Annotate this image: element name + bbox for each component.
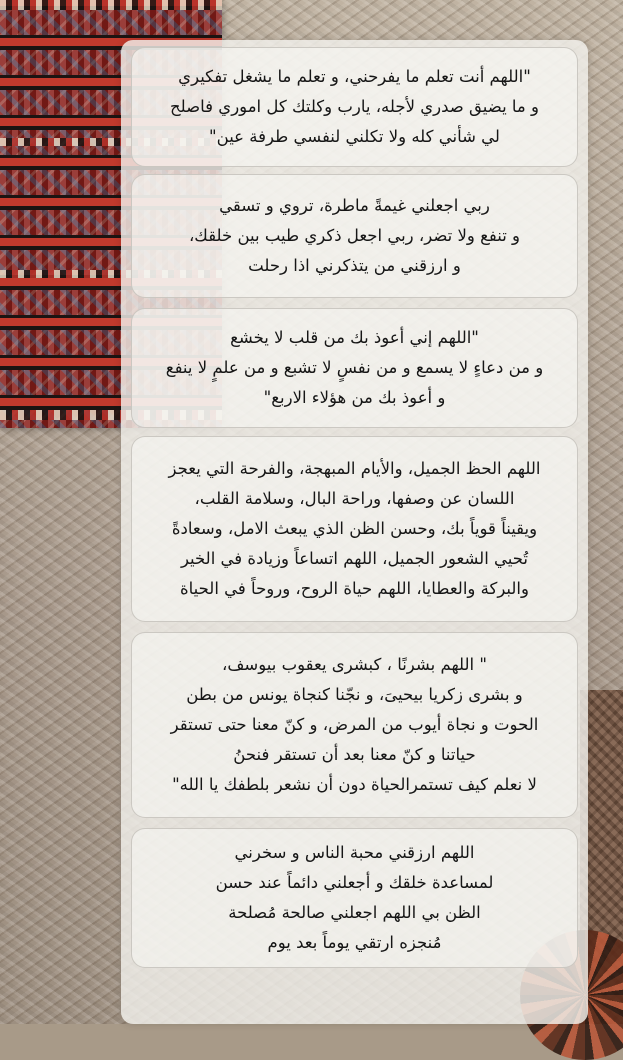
dua-text <box>166 323 543 413</box>
dua-line: " اللهم بشرنًا ، كبشرى يعقوب بيوسف، <box>222 655 487 674</box>
dua-line: مُنجزه ارتقي يوماً بعد يوم <box>267 933 442 952</box>
dua-line: اللهم الحظ الجميل، والأيام المبهجة، والفرحة التي يعجز <box>168 459 541 478</box>
dua-line: "اللهم أنت تعلم ما يفرحني، و تعلم ما يشغل تفكيري <box>178 67 531 86</box>
dua-line: ويقيناً قوياً بك، وحسن الظن الذي يبعث الامل، وسعادةً <box>171 519 538 538</box>
dua-line: ربي اجعلني غيمةً ماطرة، تروي و تسقي <box>219 196 490 215</box>
dua-line: لمساعدة خلقك و أجعلني دائماً عند حسن <box>215 873 494 892</box>
dua-text <box>170 62 539 152</box>
dua-line: و تنفع ولا تضر، ربي اجعل ذكري طيب بين خلقك، <box>188 226 521 245</box>
dua-card <box>131 47 578 167</box>
dua-card <box>131 174 578 298</box>
textile-band <box>0 0 222 10</box>
dua-card <box>131 436 578 622</box>
dua-line: حياتنا و كنّ معنا بعد أن تستقر فنحنُ <box>233 745 476 764</box>
dua-text <box>216 838 494 958</box>
dua-line: اللسان عن وصفها، وراحة البال، وسلامة القلب، <box>194 489 515 508</box>
dua-line: و ما يضيق صدري لأجله، يارب وكلتك كل اموري فاصلح <box>170 97 539 116</box>
dua-text <box>171 650 539 800</box>
dua-line: و ارزقني من يتذكرني اذا رحلت <box>248 256 461 275</box>
dua-line: "اللهم إني أعوذ بك من قلب لا يخشع <box>230 328 479 347</box>
dua-line: لا نعلم كيف تستمرالحياة دون أن نشعر بلطفك يا الله" <box>172 775 537 794</box>
dua-line: و أعوذ بك من هؤلاء الاربع" <box>263 388 446 407</box>
dua-line: و بشرى زكريا بيحيىَ، و نجّنا كنجاة يونس من بطن <box>186 685 523 704</box>
dua-text <box>189 191 520 281</box>
dua-text <box>169 454 541 604</box>
dua-card <box>131 828 578 968</box>
dua-line: و من دعاءٍ لا يسمع و من نفسٍ لا تشبع و من علمٍ لا ينفع <box>165 358 544 377</box>
dua-card <box>131 632 578 818</box>
dua-line: اللهم ارزقني محبة الناس و سخرني <box>234 843 475 862</box>
dua-line: الظن بي اللهم اجعلني صالحة مُصلحة <box>228 903 481 922</box>
dua-line: والبركة والعطايا، اللهم حياة الروح، وروحاً في الحياة <box>180 579 529 598</box>
dua-card <box>131 308 578 428</box>
dua-line: الحوت و نجاة أيوب من المرض، و كنّ معنا حتى تستقر <box>170 715 539 734</box>
dua-line: لي شأني كله ولا تكلني لنفسي طرفة عين" <box>209 127 500 146</box>
dua-line: تُحيي الشعور الجميل، اللهم اتساعاً وزيادة في الخير <box>180 549 529 568</box>
